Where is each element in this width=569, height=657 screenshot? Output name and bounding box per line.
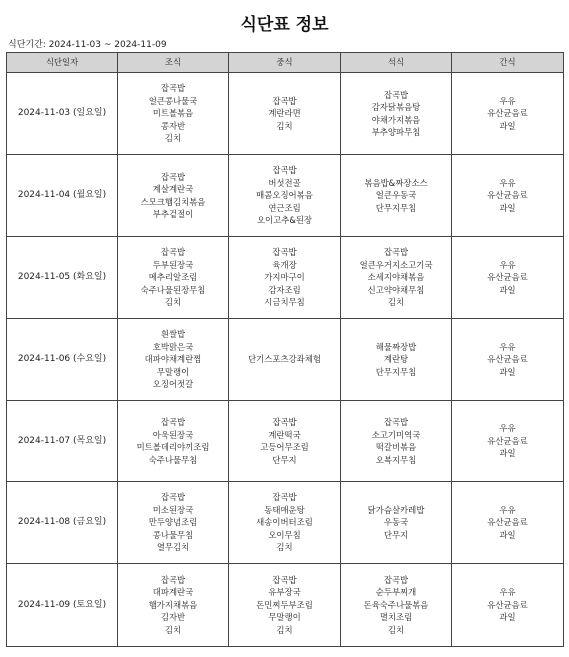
- meal-table: [6, 52, 564, 647]
- dinner-cell: [341, 73, 452, 155]
- breakfast-item: 잡곡밥: [160, 171, 186, 182]
- dinner-item: 계란탕: [383, 354, 409, 365]
- snack-item: 과일: [499, 448, 516, 459]
- breakfast-cell: [118, 401, 229, 482]
- table-row: [7, 237, 564, 319]
- dinner-item: 해물짜장밥: [375, 341, 417, 352]
- dinner-cell: [341, 564, 452, 647]
- breakfast-item: 김치: [164, 624, 182, 635]
- dinner-cell: [341, 319, 452, 401]
- breakfast-item: 얼큰콩나물국: [148, 95, 198, 106]
- breakfast-item: 잡곡밥: [160, 247, 186, 258]
- dinner-item: 야채가지볶음: [371, 114, 421, 125]
- lunch-item: 유부장국: [268, 587, 301, 598]
- lunch-item: 잡곡밥: [272, 417, 297, 427]
- dinner-item: 우동국: [383, 517, 409, 528]
- dinner-item: 김치: [387, 297, 405, 308]
- date-cell: 2024-11-06 (수요일): [7, 319, 118, 401]
- snack-item: 우유: [499, 587, 516, 598]
- breakfast-item: 대파계란국: [152, 587, 194, 598]
- lunch-item: 고등어무조림: [260, 442, 309, 452]
- lunch-item: 연근조림: [268, 202, 301, 213]
- breakfast-item: 김치: [164, 297, 182, 308]
- breakfast-cell: [118, 482, 229, 564]
- lunch-item: 잡곡밥: [272, 165, 297, 176]
- lunch-item: 돈민찌두부조림: [256, 599, 313, 610]
- breakfast-item: 대파야채계란찜: [144, 354, 202, 365]
- snack-item: 과일: [499, 366, 516, 377]
- dinner-item: 신고약야채무침: [367, 284, 425, 295]
- snack-item: 과일: [499, 284, 516, 295]
- lunch-item: 오이고추&된장: [256, 215, 313, 226]
- breakfast-item: 숙주나물무침: [148, 454, 198, 465]
- dinner-item: 소세지야채볶음: [367, 272, 425, 283]
- header-breakfast: 조식: [118, 53, 229, 73]
- lunch-item: 버섯전골: [268, 177, 301, 188]
- dinner-item: 소고기미역국: [371, 429, 421, 440]
- lunch-cell: [229, 564, 341, 647]
- breakfast-item: 열무김치: [156, 542, 190, 553]
- breakfast-item: 김자반: [160, 612, 186, 623]
- snack-item: 과일: [499, 612, 516, 623]
- snack-cell: [452, 155, 564, 237]
- period-label: 식단기간:: [8, 40, 46, 50]
- lunch-item: 가지마구이: [264, 272, 305, 283]
- header-dinner: 석식: [341, 53, 452, 73]
- dinner-item: 잡곡밥: [383, 89, 409, 100]
- breakfast-item: 스모크햄김치볶음: [140, 196, 206, 207]
- snack-item: 과일: [499, 529, 516, 540]
- dinner-item: 닭가슴살카레밥: [367, 504, 425, 515]
- lunch-item: 무말랭이: [268, 612, 301, 623]
- breakfast-cell: [118, 155, 229, 237]
- snack-cell: [452, 319, 564, 401]
- table-row: [7, 319, 564, 401]
- breakfast-item: 잡곡밥: [160, 417, 186, 427]
- lunch-item: 단무지: [272, 454, 297, 465]
- dinner-item: 잡곡밥: [383, 417, 409, 427]
- snack-item: 과일: [499, 120, 516, 131]
- date-cell: 2024-11-03 (일요일): [7, 73, 118, 155]
- lunch-item: 김치: [276, 120, 293, 131]
- dinner-cell: [341, 155, 452, 237]
- snack-item: 우유: [499, 341, 516, 352]
- dinner-item: 잡곡밥: [383, 247, 409, 258]
- dinner-item: 순두부찌개: [375, 587, 417, 598]
- breakfast-item: 김치: [164, 133, 182, 144]
- lunch-item: 시금치무침: [264, 297, 305, 308]
- dinner-item: 얼큰우거지소고기국: [359, 259, 433, 270]
- breakfast-item: 오징어젓갈: [152, 379, 194, 390]
- lunch-item: 김치: [276, 542, 293, 553]
- breakfast-cell: [118, 237, 229, 319]
- snack-cell: [452, 73, 564, 155]
- breakfast-cell: [118, 564, 229, 647]
- lunch-item: 육개장: [272, 259, 297, 270]
- dinner-cell: [341, 237, 452, 319]
- snack-item: 유산균음료: [487, 272, 528, 283]
- lunch-cell: [229, 482, 341, 564]
- breakfast-item: 미트볼볶음: [152, 108, 194, 119]
- lunch-item: 잡곡밥: [272, 574, 297, 585]
- snack-item: 유산균음료: [487, 599, 528, 610]
- header-row: [7, 53, 564, 73]
- lunch-cell: [229, 73, 341, 155]
- lunch-cell: [229, 401, 341, 482]
- snack-item: 유산균음료: [487, 108, 528, 119]
- dinner-item: 잡곡밥: [383, 574, 409, 585]
- breakfast-item: 숙주나물된장무침: [140, 284, 206, 295]
- dinner-item: 김치: [387, 624, 405, 635]
- dinner-item: 얼큰우동국: [375, 190, 417, 201]
- header-date: 식단일자: [7, 53, 118, 73]
- lunch-item: 감자조림: [268, 284, 301, 295]
- table-row: [7, 482, 564, 564]
- snack-cell: [452, 401, 564, 482]
- breakfast-cell: [118, 73, 229, 155]
- dinner-item: 감자닭볶음탕: [371, 102, 421, 112]
- dinner-item: 오복지무침: [375, 454, 417, 465]
- snack-item: 우유: [499, 259, 516, 270]
- dinner-item: 돈육숙주나물볶음: [363, 599, 429, 610]
- meal-table-body: [7, 73, 564, 647]
- breakfast-item: 두부된장국: [152, 259, 194, 270]
- lunch-cell: [229, 155, 341, 237]
- dinner-item: 떡갈비볶음: [375, 442, 417, 452]
- dinner-cell: [341, 482, 452, 564]
- snack-cell: [452, 482, 564, 564]
- date-cell: 2024-11-08 (금요일): [7, 482, 118, 564]
- snack-cell: [452, 237, 564, 319]
- lunch-item: 잡곡밥: [272, 492, 297, 503]
- table-row: [7, 73, 564, 155]
- dinner-item: 단무지: [383, 529, 409, 540]
- lunch-item: 계란떡국: [268, 429, 301, 440]
- dinner-item: 부추양파무침: [371, 127, 421, 137]
- lunch-item: 새송이버터조림: [256, 517, 313, 528]
- snack-cell: [452, 564, 564, 647]
- lunch-item: 잡곡밥: [272, 247, 297, 258]
- dinner-item: 단무지무침: [375, 366, 417, 377]
- breakfast-item: 무말랭이: [156, 366, 190, 377]
- header-snack: 간식: [452, 53, 564, 73]
- breakfast-item: 콩자반: [160, 120, 186, 131]
- snack-item: 우유: [499, 423, 516, 434]
- breakfast-item: 메추리알조림: [148, 272, 198, 283]
- breakfast-item: 콩나물무침: [152, 529, 194, 540]
- dinner-item: 멸치조림: [379, 612, 413, 623]
- page-title: 식단표 정보: [240, 15, 329, 35]
- table-row: [7, 564, 564, 647]
- breakfast-item: 잡곡밥: [160, 574, 186, 585]
- lunch-cell: [229, 319, 341, 401]
- dinner-item: 볶음밥&짜장소스: [364, 177, 428, 188]
- header-lunch: 중식: [229, 53, 341, 73]
- snack-item: 유산균음료: [487, 190, 528, 201]
- snack-item: 과일: [499, 202, 516, 213]
- breakfast-item: 계살계란국: [152, 184, 194, 194]
- lunch-item: 단기스포츠강좌체험: [248, 354, 321, 365]
- dinner-cell: [341, 401, 452, 482]
- breakfast-item: 호박맑은국: [152, 341, 194, 352]
- lunch-item: 잡곡밥: [272, 95, 297, 106]
- snack-item: 우유: [499, 95, 516, 106]
- snack-item: 유산균음료: [487, 354, 528, 365]
- breakfast-item: 잡곡밥: [160, 83, 186, 94]
- snack-item: 우유: [499, 504, 516, 515]
- date-cell: 2024-11-07 (목요일): [7, 401, 118, 482]
- breakfast-item: 흰쌀밥: [160, 329, 186, 340]
- lunch-item: 오이무침: [268, 529, 301, 540]
- snack-item: 유산균음료: [487, 435, 528, 446]
- breakfast-item: 햄가지채볶음: [148, 599, 198, 610]
- date-cell: 2024-11-09 (토요일): [7, 564, 118, 647]
- date-cell: 2024-11-04 (월요일): [7, 155, 118, 237]
- breakfast-item: 미소된장국: [152, 504, 194, 515]
- table-row: [7, 155, 564, 237]
- lunch-item: 김치: [276, 624, 293, 635]
- lunch-item: 계란라면: [268, 108, 301, 119]
- breakfast-item: 아욱된장국: [152, 429, 194, 440]
- lunch-item: 동태매운탕: [264, 504, 305, 515]
- date-cell: 2024-11-05 (화요일): [7, 237, 118, 319]
- breakfast-item: 미트볼데리야끼조림: [136, 442, 210, 452]
- breakfast-item: 부추겉절이: [152, 209, 194, 219]
- period-value: 2024-11-03 ~ 2024-11-09: [48, 40, 167, 50]
- dinner-item: 단무지무침: [375, 202, 417, 213]
- lunch-cell: [229, 237, 341, 319]
- menu-period: [8, 37, 167, 50]
- snack-item: 우유: [499, 177, 516, 188]
- lunch-item: 매콤오징어볶음: [256, 190, 313, 201]
- snack-item: 유산균음료: [487, 517, 528, 528]
- breakfast-cell: [118, 319, 229, 401]
- breakfast-item: 만두양념조림: [148, 517, 198, 528]
- table-row: [7, 401, 564, 482]
- breakfast-item: 잡곡밥: [160, 492, 186, 503]
